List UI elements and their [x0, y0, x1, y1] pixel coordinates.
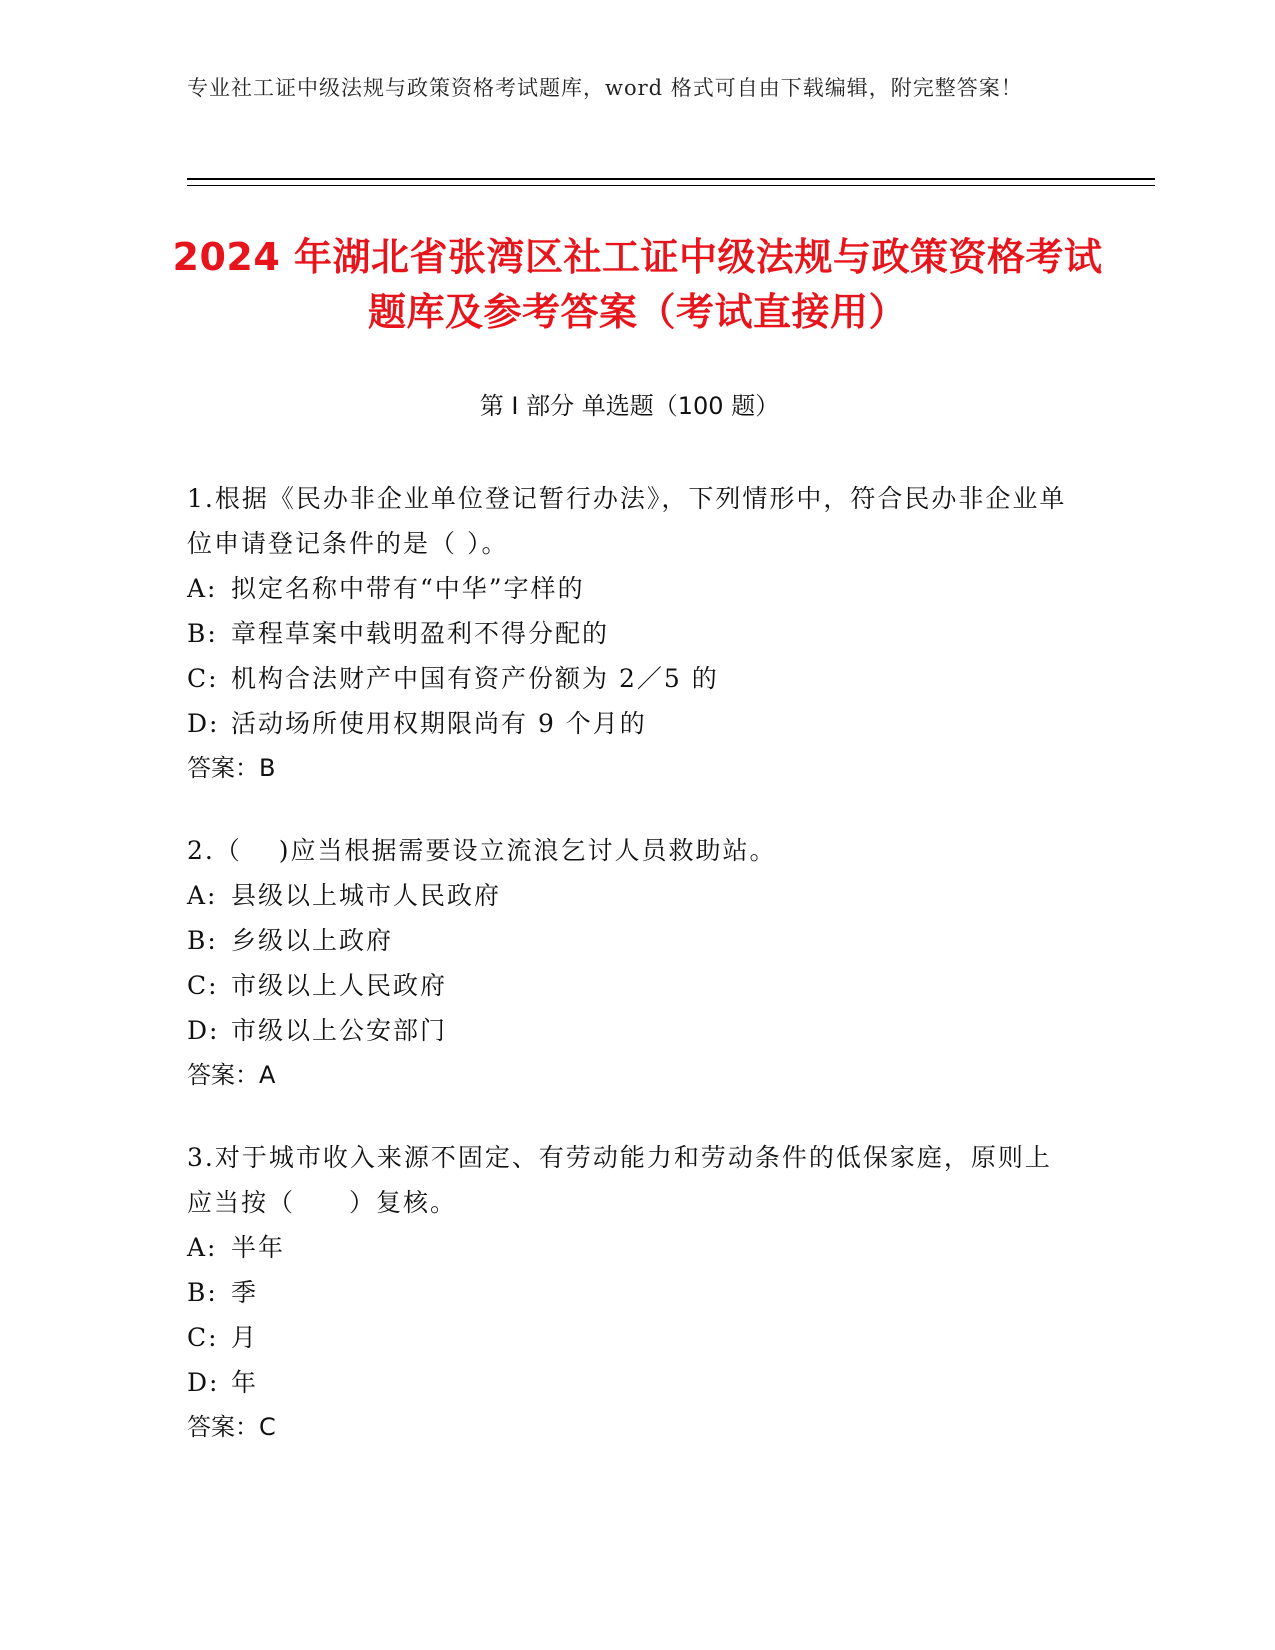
question-stem: 2.（ )应当根据需要设立流浪乞讨人员救助站。 — [187, 836, 777, 865]
section-heading: 第 I 部分 单选题（100 题） — [479, 392, 780, 420]
option-text: 市级以上人民政府 — [231, 971, 448, 1000]
option-key: B: — [187, 926, 218, 955]
option-key: C: — [187, 664, 219, 693]
option-d — [187, 1008, 1067, 1053]
option-text: 县级以上城市人民政府 — [231, 881, 502, 910]
option-key: A: — [187, 574, 218, 603]
option-key: C: — [187, 971, 219, 1000]
answer-label: 答案： — [187, 754, 259, 782]
option-key: A: — [187, 1233, 218, 1262]
option-text: 活动场所使用权期限尚有 9 个月的 — [231, 709, 647, 738]
option-key: D: — [187, 1368, 220, 1397]
option-key: A: — [187, 881, 218, 910]
option-a — [187, 873, 1067, 918]
header-rule-thick — [187, 178, 1155, 180]
answer-value: A — [259, 1061, 276, 1089]
answer-value: B — [259, 754, 276, 782]
answer-line — [187, 746, 1067, 791]
option-text: 年 — [231, 1368, 259, 1397]
option-text: 乡级以上政府 — [231, 926, 394, 955]
answer-label: 答案： — [187, 1061, 259, 1089]
option-c — [187, 963, 1067, 1008]
question-list — [187, 476, 1067, 1487]
header-rule-thin — [187, 185, 1155, 186]
option-text: 机构合法财产中国有资产份额为 2／5 的 — [231, 664, 719, 693]
option-key: D: — [187, 709, 220, 738]
option-text: 市级以上公安部门 — [231, 1016, 448, 1045]
option-a — [187, 1225, 1067, 1270]
question-stem: 1.根据《民办非企业单位登记暂行办法》，下列情形中，符合民办非企业单位申请登记条件的是（ ）。 — [187, 484, 1067, 558]
option-key: B: — [187, 1278, 218, 1307]
answer-label: 答案： — [187, 1413, 259, 1441]
question-stem: 3.对于城市收入来源不固定、有劳动能力和劳动条件的低保家庭，原则上应当按（ ）复核。 — [187, 1143, 1052, 1217]
option-text: 半年 — [231, 1233, 286, 1262]
option-text: 季 — [231, 1278, 259, 1307]
option-text: 月 — [231, 1323, 259, 1352]
option-text: 拟定名称中带有“中华”字样的 — [231, 574, 585, 603]
option-d — [187, 701, 1067, 746]
question-1 — [187, 476, 1067, 791]
question-3 — [187, 1135, 1067, 1450]
option-b — [187, 611, 1067, 656]
option-key: D: — [187, 1016, 220, 1045]
option-key: B: — [187, 619, 218, 648]
option-key: C: — [187, 1323, 219, 1352]
option-c — [187, 656, 1067, 701]
option-a — [187, 566, 1067, 611]
answer-line — [187, 1405, 1067, 1450]
option-d — [187, 1360, 1067, 1405]
question-2 — [187, 828, 1067, 1098]
option-text: 章程草案中载明盈利不得分配的 — [231, 619, 610, 648]
option-b — [187, 918, 1067, 963]
option-c — [187, 1315, 1067, 1360]
answer-value: C — [259, 1413, 276, 1441]
document-title: 2024 年湖北省张湾区社工证中级法规与政策资格考试题库及参考答案（考试直接用） — [172, 235, 1103, 334]
option-b — [187, 1270, 1067, 1315]
answer-line — [187, 1053, 1067, 1098]
header-note: 专业社工证中级法规与政策资格考试题库，word 格式可自由下载编辑，附完整答案！ — [187, 76, 1023, 100]
